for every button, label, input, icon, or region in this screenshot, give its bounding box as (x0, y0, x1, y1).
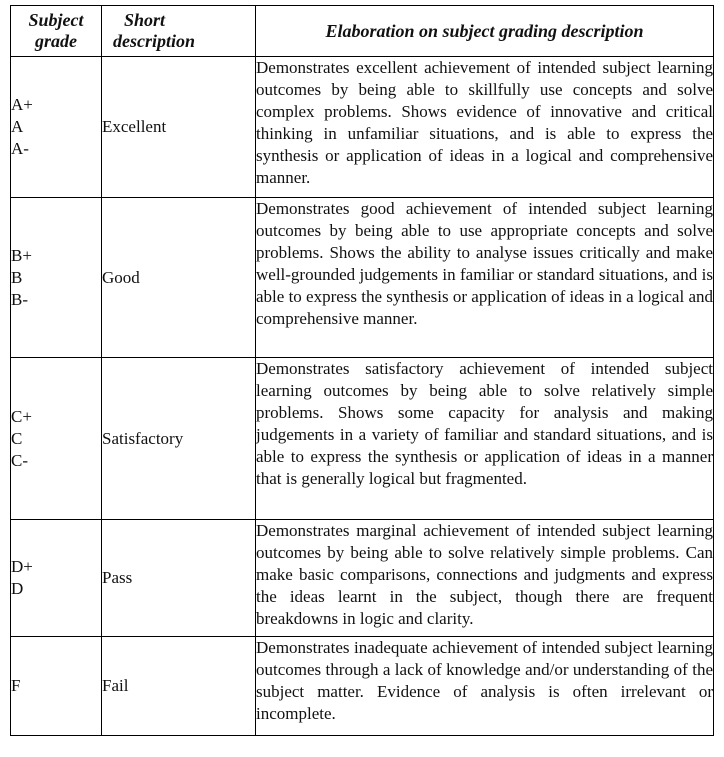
grade-value: C (11, 428, 23, 448)
grade-value: A (11, 117, 24, 136)
elaboration-cell: Demonstrates excellent achievement of intended subject learning outcomes by being able to skillfully use concepts and solve complex problems. Shows evidence of innovative and critical thinking in unfamiliar situations, and is able to express the synthesis or application of ideas in a logical and comprehensive manner. (256, 57, 714, 198)
header-subject-grade-line1: Subject (28, 10, 84, 30)
elaboration-cell: Demonstrates satisfactory achievement of intended subject learning outcomes by being able to solve relatively simple problems. Shows some capacity for analysis and making judgements in a variety of familiar and standard situations, and is able to express the synthesis or application of ideas in a manner that is generally logical but fragmented. (256, 358, 714, 520)
table-row (11, 358, 714, 520)
grade-value: F (11, 676, 21, 695)
header-elaboration: Elaboration on subject grading description (256, 6, 714, 57)
short-description-cell: Fail (102, 637, 256, 736)
elaboration-cell: Demonstrates marginal achievement of intended subject learning outcomes by being able to solve relatively simple problems. Can make basic comparisons, connections and judgments and express the ideas learnt in the subject, though there are frequent breakdowns in logic and clarity. (256, 520, 714, 637)
grade-value: D (11, 579, 24, 598)
short-description-cell: Good (102, 198, 256, 358)
header-subject-grade (11, 6, 102, 57)
table-row (11, 198, 714, 358)
short-description-cell: Satisfactory (102, 358, 256, 520)
short-description-cell: Excellent (102, 57, 256, 198)
grade-cell (11, 57, 102, 198)
header-subject-grade-line2: grade (35, 31, 77, 51)
grade-cell (11, 358, 102, 520)
table-row (11, 637, 714, 736)
elaboration-cell: Demonstrates inadequate achievement of intended subject learning outcomes through a lack of knowledge and/or understanding of the subject matter. Evidence of analysis is often irrelevant or incomplete. (256, 637, 714, 736)
grade-value: D+ (11, 557, 33, 576)
grading-table (10, 5, 714, 736)
grade-value: A+ (11, 95, 33, 114)
header-short-description-line2: description (113, 31, 196, 51)
grade-cell (11, 198, 102, 358)
table-row (11, 520, 714, 637)
elaboration-cell: Demonstrates good achievement of intended subject learning outcomes by being able to use appropriate concepts and solve problems. Shows the ability to analyse issues critically and make well-grounded judgements in familiar or standard situations, and is able to express the synthesis or application of ideas in a logical and comprehensive manner. (256, 198, 714, 358)
header-row (11, 6, 714, 57)
grade-value: B+ (11, 245, 32, 265)
grade-value: C- (11, 450, 28, 470)
short-description-cell: Pass (102, 520, 256, 637)
grade-value: B- (11, 289, 28, 309)
grade-cell (11, 637, 102, 736)
table-header (11, 6, 714, 57)
grade-value: A- (11, 139, 29, 158)
table-body (11, 57, 714, 736)
header-short-description-line1: Short (124, 10, 166, 30)
header-short-description (102, 6, 256, 57)
table-row (11, 57, 714, 198)
grade-value: C+ (11, 406, 32, 426)
grade-value: B (11, 267, 23, 287)
grade-cell (11, 520, 102, 637)
